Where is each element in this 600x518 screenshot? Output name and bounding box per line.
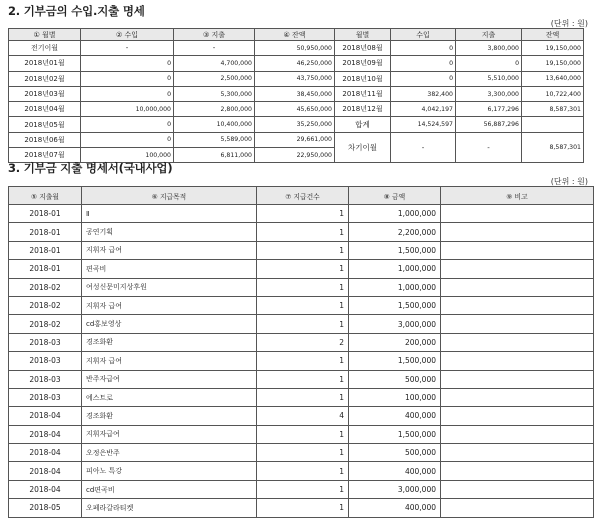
amount-cell: 1,500,000: [349, 296, 441, 314]
purpose-cell: 피아노 특강: [82, 462, 257, 480]
table-row: [9, 241, 594, 259]
month-cell: 2018년04월: [9, 102, 81, 117]
expense-cell: 10,400,000: [174, 117, 255, 132]
expense-month-cell: 2018-01: [9, 223, 82, 241]
count-cell: 2: [257, 333, 349, 351]
table-row: [9, 260, 594, 278]
income-cell: 4,042,197: [391, 102, 456, 117]
note-cell: [441, 205, 594, 223]
table-row: [9, 117, 584, 132]
purpose-cell: 지휘자급여: [82, 425, 257, 443]
income-cell: -: [81, 41, 174, 56]
expense-cell: -: [174, 41, 255, 56]
note-cell: [441, 388, 594, 406]
table-row: [9, 315, 594, 333]
table-row: [9, 41, 584, 56]
expense-month-cell: 2018-03: [9, 333, 82, 351]
balance-cell: 19,150,000: [522, 41, 584, 56]
count-cell: 1: [257, 260, 349, 278]
income-cell: 0: [81, 132, 174, 147]
amount-cell: 200,000: [349, 333, 441, 351]
amount-cell: 400,000: [349, 462, 441, 480]
amount-cell: 1,000,000: [349, 205, 441, 223]
month-cell: 2018년06월: [9, 132, 81, 147]
column-header: ③ 지출: [174, 29, 255, 41]
table-row: [9, 444, 594, 462]
table-row: [9, 56, 584, 71]
table-row: [9, 407, 594, 425]
balance-cell: 8,587,301: [522, 102, 584, 117]
total-balance: [522, 117, 584, 132]
balance-cell: 19,150,000: [522, 56, 584, 71]
table-row: [9, 205, 594, 223]
month-cell: 2018년07월: [9, 148, 81, 163]
column-header: 월별: [335, 29, 391, 41]
count-cell: 1: [257, 352, 349, 370]
column-header: ⑤ 지출월: [9, 187, 82, 205]
table-row: [9, 370, 594, 388]
table-row: [9, 462, 594, 480]
expense-month-cell: 2018-04: [9, 462, 82, 480]
note-cell: [441, 480, 594, 498]
expense-month-cell: 2018-04: [9, 425, 82, 443]
column-header: 수입: [391, 29, 456, 41]
note-cell: [441, 425, 594, 443]
amount-cell: 2,200,000: [349, 223, 441, 241]
amount-cell: 500,000: [349, 370, 441, 388]
purpose-cell: 공연기획: [82, 223, 257, 241]
balance-cell: 45,650,000: [255, 102, 335, 117]
carry-expense: -: [456, 132, 522, 163]
purpose-cell: 지휘자 급여: [82, 352, 257, 370]
count-cell: 1: [257, 223, 349, 241]
purpose-cell: 오정은반주: [82, 444, 257, 462]
purpose-cell: cd홍보영상: [82, 315, 257, 333]
purpose-cell: 반주자급여: [82, 370, 257, 388]
table-row: [9, 86, 584, 101]
balance-cell: 29,661,000: [255, 132, 335, 147]
expense-cell: 0: [456, 56, 522, 71]
column-header: ⑦ 지급건수: [257, 187, 349, 205]
income-cell: 0: [391, 56, 456, 71]
table-row: [9, 388, 594, 406]
note-cell: [441, 462, 594, 480]
amount-cell: 1,500,000: [349, 241, 441, 259]
amount-cell: 3,000,000: [349, 480, 441, 498]
column-header: ⑨ 비고: [441, 187, 594, 205]
amount-cell: 1,500,000: [349, 425, 441, 443]
purpose-cell: 경조화환: [82, 407, 257, 425]
expense-month-cell: 2018-04: [9, 480, 82, 498]
income-cell: 0: [81, 86, 174, 101]
note-cell: [441, 296, 594, 314]
amount-cell: 3,000,000: [349, 315, 441, 333]
count-cell: 1: [257, 425, 349, 443]
table-row: [9, 425, 594, 443]
month-cell: 2018년09월: [335, 56, 391, 71]
column-header: ① 월별: [9, 29, 81, 41]
count-cell: 4: [257, 407, 349, 425]
table-row: [9, 102, 584, 117]
count-cell: 1: [257, 370, 349, 388]
balance-cell: 43,750,000: [255, 71, 335, 86]
note-cell: [441, 241, 594, 259]
month-cell: 2018년12월: [335, 102, 391, 117]
expense-month-cell: 2018-03: [9, 352, 82, 370]
expense-month-cell: 2018-02: [9, 296, 82, 314]
income-cell: 0: [81, 117, 174, 132]
note-cell: [441, 444, 594, 462]
month-cell: 2018년01월: [9, 56, 81, 71]
note-cell: [441, 260, 594, 278]
expense-month-cell: 2018-05: [9, 499, 82, 517]
table-row: [9, 132, 584, 147]
balance-cell: 10,722,400: [522, 86, 584, 101]
purpose-cell: cd편곡비: [82, 480, 257, 498]
expense-month-cell: 2018-04: [9, 444, 82, 462]
table-row: [9, 296, 594, 314]
amount-cell: 1,000,000: [349, 278, 441, 296]
note-cell: [441, 352, 594, 370]
expense-cell: 3,300,000: [456, 86, 522, 101]
column-header: ④ 잔액: [255, 29, 335, 41]
purpose-cell: 지휘자 급여: [82, 241, 257, 259]
purpose-cell: 여성신문미지상후원: [82, 278, 257, 296]
count-cell: 1: [257, 315, 349, 333]
income-cell: 0: [81, 56, 174, 71]
balance-cell: 38,450,000: [255, 86, 335, 101]
purpose-cell: Ⅱ: [82, 205, 257, 223]
expense-month-cell: 2018-02: [9, 315, 82, 333]
income-cell: 0: [391, 41, 456, 56]
purpose-cell: 편곡비: [82, 260, 257, 278]
note-cell: [441, 407, 594, 425]
carry-income: -: [391, 132, 456, 163]
income-cell: 0: [391, 71, 456, 86]
balance-cell: 46,250,000: [255, 56, 335, 71]
expense-month-cell: 2018-03: [9, 388, 82, 406]
amount-cell: 1,500,000: [349, 352, 441, 370]
amount-cell: 400,000: [349, 407, 441, 425]
expense-cell: 6,177,296: [456, 102, 522, 117]
section2-title: 3. 기부금 지출 명세서(국내사업): [8, 161, 173, 175]
balance-cell: 22,950,000: [255, 148, 335, 163]
count-cell: 1: [257, 205, 349, 223]
table-row: [9, 223, 594, 241]
purpose-cell: 오페라갈라티켓: [82, 499, 257, 517]
purpose-cell: 에스트로: [82, 388, 257, 406]
note-cell: [441, 278, 594, 296]
table-row: [9, 352, 594, 370]
income-cell: 382,400: [391, 86, 456, 101]
total-label: 합계: [335, 117, 391, 132]
column-header: 잔액: [522, 29, 584, 41]
expense-month-cell: 2018-04: [9, 407, 82, 425]
expense-cell: 2,500,000: [174, 71, 255, 86]
month-cell: 2018년05월: [9, 117, 81, 132]
amount-cell: 400,000: [349, 499, 441, 517]
expense-cell: 5,589,000: [174, 132, 255, 147]
column-header: 지출: [456, 29, 522, 41]
table-row: [9, 480, 594, 498]
note-cell: [441, 370, 594, 388]
note-cell: [441, 315, 594, 333]
note-cell: [441, 223, 594, 241]
table-row: [9, 333, 594, 351]
count-cell: 1: [257, 462, 349, 480]
total-expense: 56,887,296: [456, 117, 522, 132]
section2-unit: (단위 : 원): [550, 177, 588, 186]
month-cell: 2018년08월: [335, 41, 391, 56]
total-income: 14,524,597: [391, 117, 456, 132]
section1-unit: (단위 : 원): [550, 19, 588, 28]
income-cell: 100,000: [81, 148, 174, 163]
month-cell: 2018년11월: [335, 86, 391, 101]
count-cell: 1: [257, 296, 349, 314]
expense-cell: 5,510,000: [456, 71, 522, 86]
expense-month-cell: 2018-03: [9, 370, 82, 388]
table-row: [9, 499, 594, 517]
expense-cell: 4,700,000: [174, 56, 255, 71]
expense-month-cell: 2018-01: [9, 241, 82, 259]
expense-detail-table: [8, 186, 594, 518]
expense-cell: 3,800,000: [456, 41, 522, 56]
balance-cell: 13,640,000: [522, 71, 584, 86]
month-cell: 2018년02월: [9, 71, 81, 86]
month-cell: 전기이월: [9, 41, 81, 56]
table-row: [9, 278, 594, 296]
amount-cell: 1,000,000: [349, 260, 441, 278]
carry-label: 차기이월: [335, 132, 391, 163]
carry-balance: 8,587,301: [522, 132, 584, 163]
income-expense-table: [8, 28, 584, 163]
count-cell: 1: [257, 480, 349, 498]
month-cell: 2018년10월: [335, 71, 391, 86]
count-cell: 1: [257, 241, 349, 259]
amount-cell: 100,000: [349, 388, 441, 406]
expense-cell: 6,811,000: [174, 148, 255, 163]
balance-cell: 50,950,000: [255, 41, 335, 56]
count-cell: 1: [257, 388, 349, 406]
balance-cell: 35,250,000: [255, 117, 335, 132]
column-header: ⑧ 금액: [349, 187, 441, 205]
section1-title: 2. 기부금의 수입.지출 명세: [8, 4, 145, 18]
purpose-cell: 경조화환: [82, 333, 257, 351]
purpose-cell: 지휘자 급여: [82, 296, 257, 314]
note-cell: [441, 333, 594, 351]
column-header: ② 수입: [81, 29, 174, 41]
month-cell: 2018년03월: [9, 86, 81, 101]
expense-month-cell: 2018-01: [9, 205, 82, 223]
amount-cell: 500,000: [349, 444, 441, 462]
column-header: ⑥ 지급목적: [82, 187, 257, 205]
note-cell: [441, 499, 594, 517]
income-cell: 0: [81, 71, 174, 86]
expense-cell: 2,800,000: [174, 102, 255, 117]
count-cell: 1: [257, 278, 349, 296]
count-cell: 1: [257, 444, 349, 462]
expense-month-cell: 2018-02: [9, 278, 82, 296]
expense-month-cell: 2018-01: [9, 260, 82, 278]
table-row: [9, 71, 584, 86]
count-cell: 1: [257, 499, 349, 517]
expense-cell: 5,300,000: [174, 86, 255, 101]
income-cell: 10,000,000: [81, 102, 174, 117]
